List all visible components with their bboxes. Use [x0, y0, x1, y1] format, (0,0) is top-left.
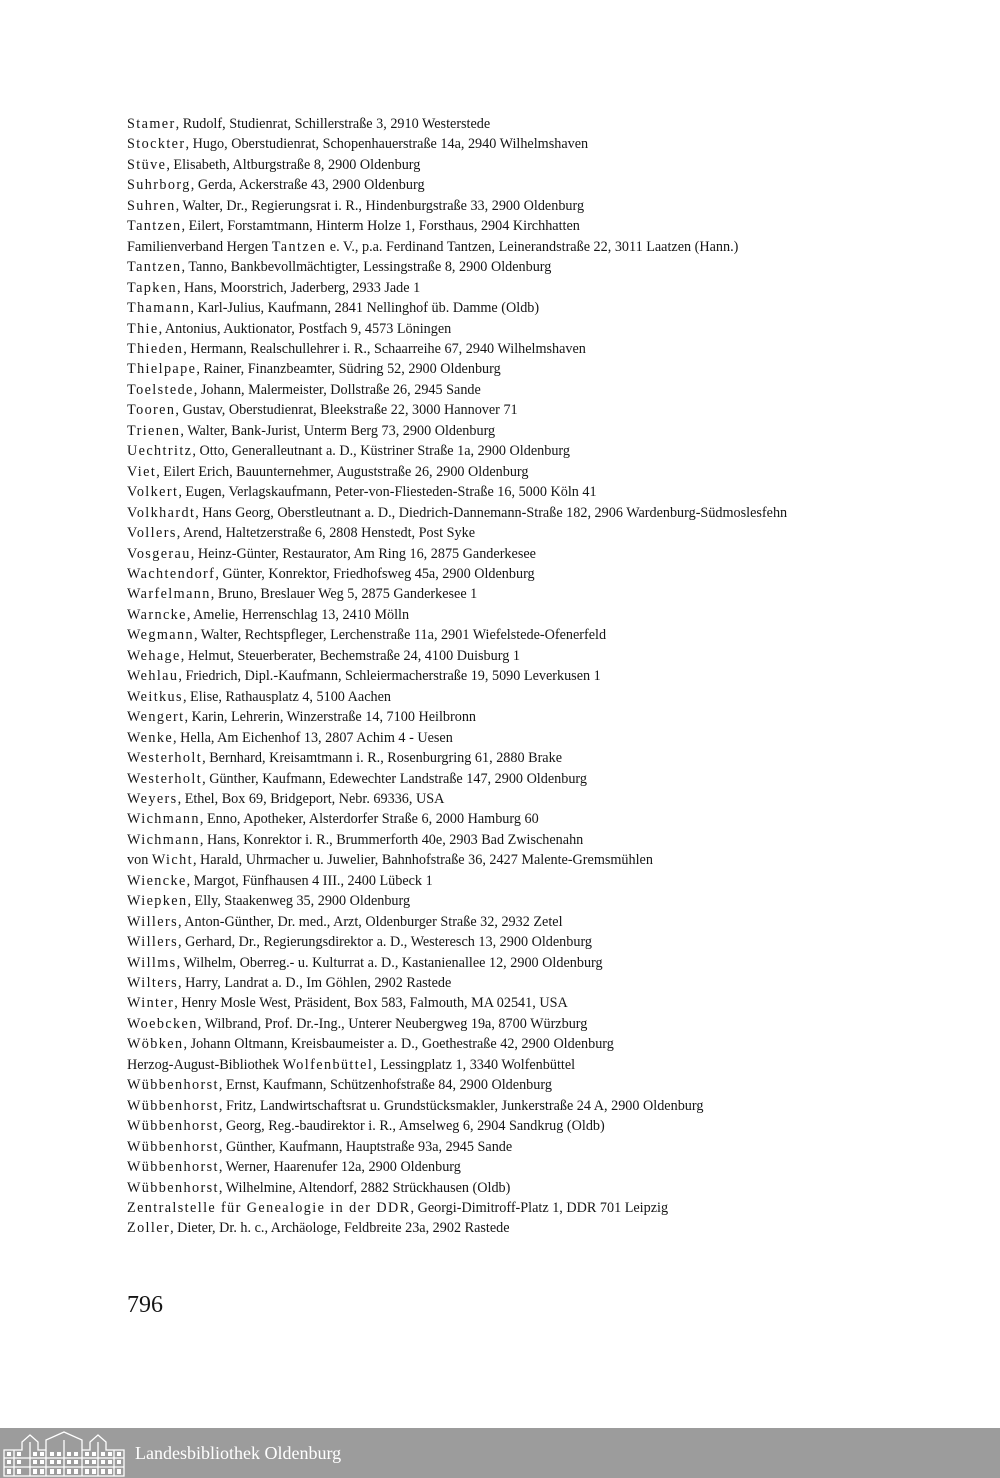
list-item	[127, 1218, 907, 1238]
entry-name: Willers	[127, 934, 178, 951]
entry-details: , Lessingplatz 1, 3340 Wolfenbüttel	[373, 1056, 576, 1073]
entry-details: , Werner, Haarenufer 12a, 2900 Oldenburg	[218, 1159, 461, 1176]
entry-name: Stockter	[127, 136, 186, 153]
entry-name: Volkhardt	[127, 504, 196, 521]
list-item	[127, 278, 907, 298]
list-item	[127, 830, 907, 850]
entry-details: , Henry Mosle West, Präsident, Box 583, Falmouth, MA 02541, USA	[174, 995, 568, 1012]
list-item	[127, 871, 907, 891]
list-item	[127, 1178, 907, 1198]
entry-details: , Margot, Fünfhausen 4 III., 2400 Lübeck 1	[186, 872, 433, 889]
entry-details: , Tanno, Bankbevollmächtigter, Lessingstraße 8, 2900 Oldenburg	[181, 259, 552, 276]
entry-details: , Hermann, Realschullehrer i. R., Schaarreihe 67, 2940 Wilhelmshaven	[183, 340, 586, 357]
entry-details: , Hans Georg, Oberstleutnant a. D., Diedrich-Dannemann-Straße 182, 2906 Wardenburg-Südmoslesfehn	[195, 504, 788, 521]
list-item	[127, 134, 907, 154]
list-item	[127, 625, 907, 645]
entry-details: , Günter, Konrektor, Friedhofsweg 45a, 2900 Oldenburg	[215, 565, 535, 582]
entry-prefix: von	[127, 852, 152, 869]
list-item	[127, 359, 907, 379]
entry-name: Vollers	[127, 525, 177, 542]
list-item	[127, 1034, 907, 1054]
list-item	[127, 1075, 907, 1095]
list-item	[127, 503, 907, 523]
list-item	[127, 564, 907, 584]
list-item	[127, 769, 907, 789]
list-item	[127, 687, 907, 707]
entry-details: , Dieter, Dr. h. c., Archäologe, Feldbreite 23a, 2902 Rastede	[170, 1220, 510, 1237]
list-item	[127, 728, 907, 748]
list-item	[127, 850, 907, 870]
entry-name: Wöbken	[127, 1036, 184, 1053]
entry-details: , Günther, Kaufmann, Edewechter Landstraße 147, 2900 Oldenburg	[202, 770, 587, 787]
list-item	[127, 155, 907, 175]
entry-name: Wichmann	[127, 831, 200, 848]
list-item	[127, 748, 907, 768]
list-item	[127, 216, 907, 236]
list-item	[127, 932, 907, 952]
entry-name: Toelstede	[127, 381, 194, 398]
entry-details: , Bernhard, Kreisamtmann i. R., Rosenburgring 61, 2880 Brake	[202, 750, 562, 767]
entry-name: Uechtritz	[127, 443, 193, 460]
entry-name: Wiencke	[127, 872, 187, 889]
entry-name: Weitkus	[127, 688, 183, 705]
entry-name: Tapken	[127, 279, 177, 296]
entry-name: Zentralstelle für Genealogie in der DDR	[127, 1200, 411, 1217]
entry-name: Westerholt	[127, 750, 203, 767]
entry-details: , Walter, Rechtspfleger, Lerchenstraße 11a, 2901 Wiefelstede-Ofenerfeld	[193, 627, 607, 644]
entry-name: Wübbenhorst	[127, 1159, 219, 1176]
list-item	[127, 175, 907, 195]
list-item	[127, 912, 907, 932]
list-item	[127, 319, 907, 339]
list-item	[127, 646, 907, 666]
entry-name: Wachtendorf	[127, 565, 216, 582]
entry-details: , Hans, Konrektor i. R., Brummerforth 40e, 2903 Bad Zwischenahn	[199, 831, 584, 848]
entry-name: Wegmann	[127, 627, 194, 644]
list-item	[127, 953, 907, 973]
entry-details: , Heinz-Günter, Restaurator, Am Ring 16, 2875 Ganderkesee	[190, 545, 536, 562]
entry-details: , Hans, Moorstrich, Jaderberg, 2933 Jade 1	[176, 279, 421, 296]
entry-details: , Elly, Staakenweg 35, 2900 Oldenburg	[187, 893, 411, 910]
entry-details: , Günther, Kaufmann, Hauptstraße 93a, 2945 Sande	[218, 1138, 513, 1155]
entry-details: , Helmut, Steuerberater, Bechemstraße 24, 4100 Duisburg 1	[180, 647, 520, 664]
entry-details: , Friedrich, Dipl.-Kaufmann, Schleiermacherstraße 19, 5090 Leverkusen 1	[178, 668, 601, 685]
entry-details: , Elise, Rathausplatz 4, 5100 Aachen	[182, 688, 391, 705]
entry-name: Wichmann	[127, 811, 200, 828]
list-item	[127, 973, 907, 993]
library-name: Landesbibliothek Oldenburg	[135, 1443, 342, 1463]
list-item	[127, 462, 907, 482]
entry-details: , Johann Oltmann, Kreisbaumeister a. D., Goethestraße 42, 2900 Oldenburg	[183, 1036, 614, 1053]
entry-details: , Hella, Am Eichenhof 13, 2807 Achim 4 - Uesen	[173, 729, 453, 746]
entry-name: Wehage	[127, 647, 181, 664]
entry-details: , Ethel, Box 69, Bridgeport, Nebr. 69336, USA	[177, 790, 445, 807]
entry-details: , Eilert Erich, Bauunternehmer, Auguststraße 26, 2900 Oldenburg	[156, 463, 529, 480]
entry-details: , Johann, Malermeister, Dollstraße 26, 2945 Sande	[193, 381, 481, 398]
entry-name: Thamann	[127, 300, 191, 317]
entry-name: Wolfenbüttel	[282, 1056, 374, 1073]
entry-details: , Walter, Bank-Jurist, Unterm Berg 73, 2900 Oldenburg	[180, 422, 496, 439]
entry-details: , Rudolf, Studienrat, Schillerstraße 3, 2910 Westerstede	[175, 116, 491, 132]
list-item	[127, 666, 907, 686]
entry-details: , Wilhelmine, Altendorf, 2882 Strückhausen (Oldb)	[218, 1179, 511, 1196]
entry-name: Tooren	[127, 402, 176, 419]
entry-details: , Anton-Günther, Dr. med., Arzt, Oldenburger Straße 32, 2932 Zetel	[178, 913, 563, 930]
entry-name: Wübbenhorst	[127, 1179, 219, 1196]
list-item	[127, 421, 907, 441]
list-item	[127, 544, 907, 564]
entry-name: Willers	[127, 913, 178, 930]
entry-details: , Harry, Landrat a. D., Im Göhlen, 2902 Rastede	[178, 975, 452, 992]
entry-prefix: Familienverband Hergen	[127, 238, 272, 255]
library-building-icon	[0, 1428, 128, 1478]
entry-details: , Elisabeth, Altburgstraße 8, 2900 Oldenburg	[166, 156, 421, 173]
list-item	[127, 482, 907, 502]
entry-name: Stüve	[127, 156, 167, 173]
entry-details: , Enno, Apotheker, Alsterdorfer Straße 6, 2000 Hamburg 60	[199, 811, 539, 828]
entry-name: Weyers	[127, 790, 178, 807]
list-item	[127, 1096, 907, 1116]
entry-details: , Karin, Lehrerin, Winzerstraße 14, 7100 Heilbronn	[184, 709, 477, 726]
entry-details: , Gustav, Oberstudienrat, Bleekstraße 22, 3000 Hannover 71	[175, 402, 518, 419]
entry-name: Thie	[127, 320, 159, 337]
entry-details: , Harald, Uhrmacher u. Juwelier, Bahnhofstraße 36, 2427 Malente-Gremsmühlen	[192, 852, 653, 869]
entry-name: Volkert	[127, 484, 179, 501]
list-item	[127, 707, 907, 727]
entry-name: Tantzen	[127, 218, 182, 235]
list-item	[127, 1157, 907, 1177]
entry-name: Wübbenhorst	[127, 1138, 219, 1155]
entry-details: , Amelie, Herrenschlag 13, 2410 Mölln	[186, 606, 410, 623]
entry-details: , Arend, Haltetzerstraße 6, 2808 Henstedt, Post Syke	[176, 525, 476, 542]
list-item	[127, 1014, 907, 1034]
entry-name: Wehlau	[127, 668, 179, 685]
list-item	[127, 380, 907, 400]
entry-details: , Georgi-Dimitroff-Platz 1, DDR 701 Leipzig	[410, 1200, 669, 1217]
entry-details: , Eugen, Verlagskaufmann, Peter-von-Fliesteden-Straße 16, 5000 Köln 41	[178, 484, 597, 501]
list-item	[127, 1055, 907, 1075]
list-item	[127, 605, 907, 625]
list-item	[127, 1137, 907, 1157]
entry-name: Vosgerau	[127, 545, 191, 562]
entry-name: Wiepken	[127, 893, 188, 910]
entry-name: Wengert	[127, 709, 185, 726]
entry-details: , Otto, Generalleutnant a. D., Küstriner Straße 1a, 2900 Oldenburg	[192, 443, 570, 460]
list-item	[127, 298, 907, 318]
entry-name: Woebcken	[127, 1015, 198, 1032]
entry-name: Thielpape	[127, 361, 197, 378]
entry-name: Stamer	[127, 116, 176, 132]
entry-name: Westerholt	[127, 770, 203, 787]
list-item	[127, 809, 907, 829]
entry-details: , Gerhard, Dr., Regierungsdirektor a. D., Westeresch 13, 2900 Oldenburg	[178, 934, 593, 951]
entry-name: Wilters	[127, 975, 178, 992]
entry-details: , Rainer, Finanzbeamter, Südring 52, 2900 Oldenburg	[196, 361, 501, 378]
entry-name: Willms	[127, 954, 177, 971]
entry-name: Trienen	[127, 422, 181, 439]
entry-details: , Karl-Julius, Kaufmann, 2841 Nellinghof üb. Damme (Oldb)	[190, 300, 540, 317]
entry-details: , Walter, Dr., Regierungsrat i. R., Hindenburgstraße 33, 2900 Oldenburg	[175, 197, 585, 214]
list-item	[127, 257, 907, 277]
entry-prefix: Herzog-August-Bibliothek	[127, 1056, 283, 1073]
entry-name: Tantzen	[271, 238, 327, 255]
entry-name: Suhrborg	[127, 177, 191, 194]
address-list	[127, 114, 907, 1239]
entry-details: , Antonius, Auktionator, Postfach 9, 4573 Löningen	[158, 320, 452, 337]
list-item	[127, 196, 907, 216]
list-item	[127, 993, 907, 1013]
entry-name: Wicht	[151, 852, 193, 869]
page-number: 796	[127, 1292, 163, 1318]
list-item	[127, 1198, 907, 1218]
footer-bar	[0, 1428, 1000, 1478]
entry-name: Wübbenhorst	[127, 1077, 219, 1094]
entry-name: Tantzen	[127, 259, 182, 276]
entry-name: Zoller	[127, 1220, 171, 1237]
entry-name: Wenke	[127, 729, 174, 746]
entry-name: Warncke	[127, 606, 187, 623]
entry-name: Warfelmann	[127, 586, 211, 603]
entry-details: , Bruno, Breslauer Weg 5, 2875 Ganderkesee 1	[210, 586, 478, 603]
entry-details: , Hugo, Oberstudienrat, Schopenhauerstraße 14a, 2940 Wilhelmshaven	[185, 136, 589, 153]
entry-details: , Eilert, Forstamtmann, Hinterm Holze 1, Forsthaus, 2904 Kirchhatten	[181, 218, 580, 235]
entry-name: Winter	[127, 995, 175, 1012]
entry-name: Viet	[127, 463, 157, 480]
entry-name: Suhren	[127, 197, 176, 214]
list-item	[127, 584, 907, 604]
list-item	[127, 114, 907, 134]
entry-details: , Georg, Reg.-baudirektor i. R., Amselweg 6, 2904 Sandkrug (Oldb)	[218, 1118, 605, 1135]
entry-details: , Fritz, Landwirtschaftsrat u. Grundstücksmakler, Junkerstraße 24 A, 2900 Oldenburg	[218, 1097, 704, 1114]
entry-details: e. V., p.a. Ferdinand Tantzen, Leinerandstraße 22, 3011 Laatzen (Hann.)	[326, 238, 739, 255]
list-item	[127, 891, 907, 911]
entry-details: , Ernst, Kaufmann, Schützenhofstraße 84, 2900 Oldenburg	[218, 1077, 552, 1094]
list-item	[127, 1116, 907, 1136]
list-item	[127, 523, 907, 543]
list-item	[127, 339, 907, 359]
list-item	[127, 237, 907, 257]
list-item	[127, 441, 907, 461]
entry-name: Wübbenhorst	[127, 1118, 219, 1135]
entry-details: , Wilbrand, Prof. Dr.-Ing., Unterer Neubergweg 19a, 8700 Würzburg	[197, 1015, 588, 1032]
entry-name: Thieden	[127, 340, 184, 357]
entry-name: Wübbenhorst	[127, 1097, 219, 1114]
entry-details: , Gerda, Ackerstraße 43, 2900 Oldenburg	[190, 177, 425, 194]
entry-details: , Wilhelm, Oberreg.- u. Kulturrat a. D., Kastanienallee 12, 2900 Oldenburg	[176, 954, 603, 971]
list-item	[127, 400, 907, 420]
list-item	[127, 789, 907, 809]
